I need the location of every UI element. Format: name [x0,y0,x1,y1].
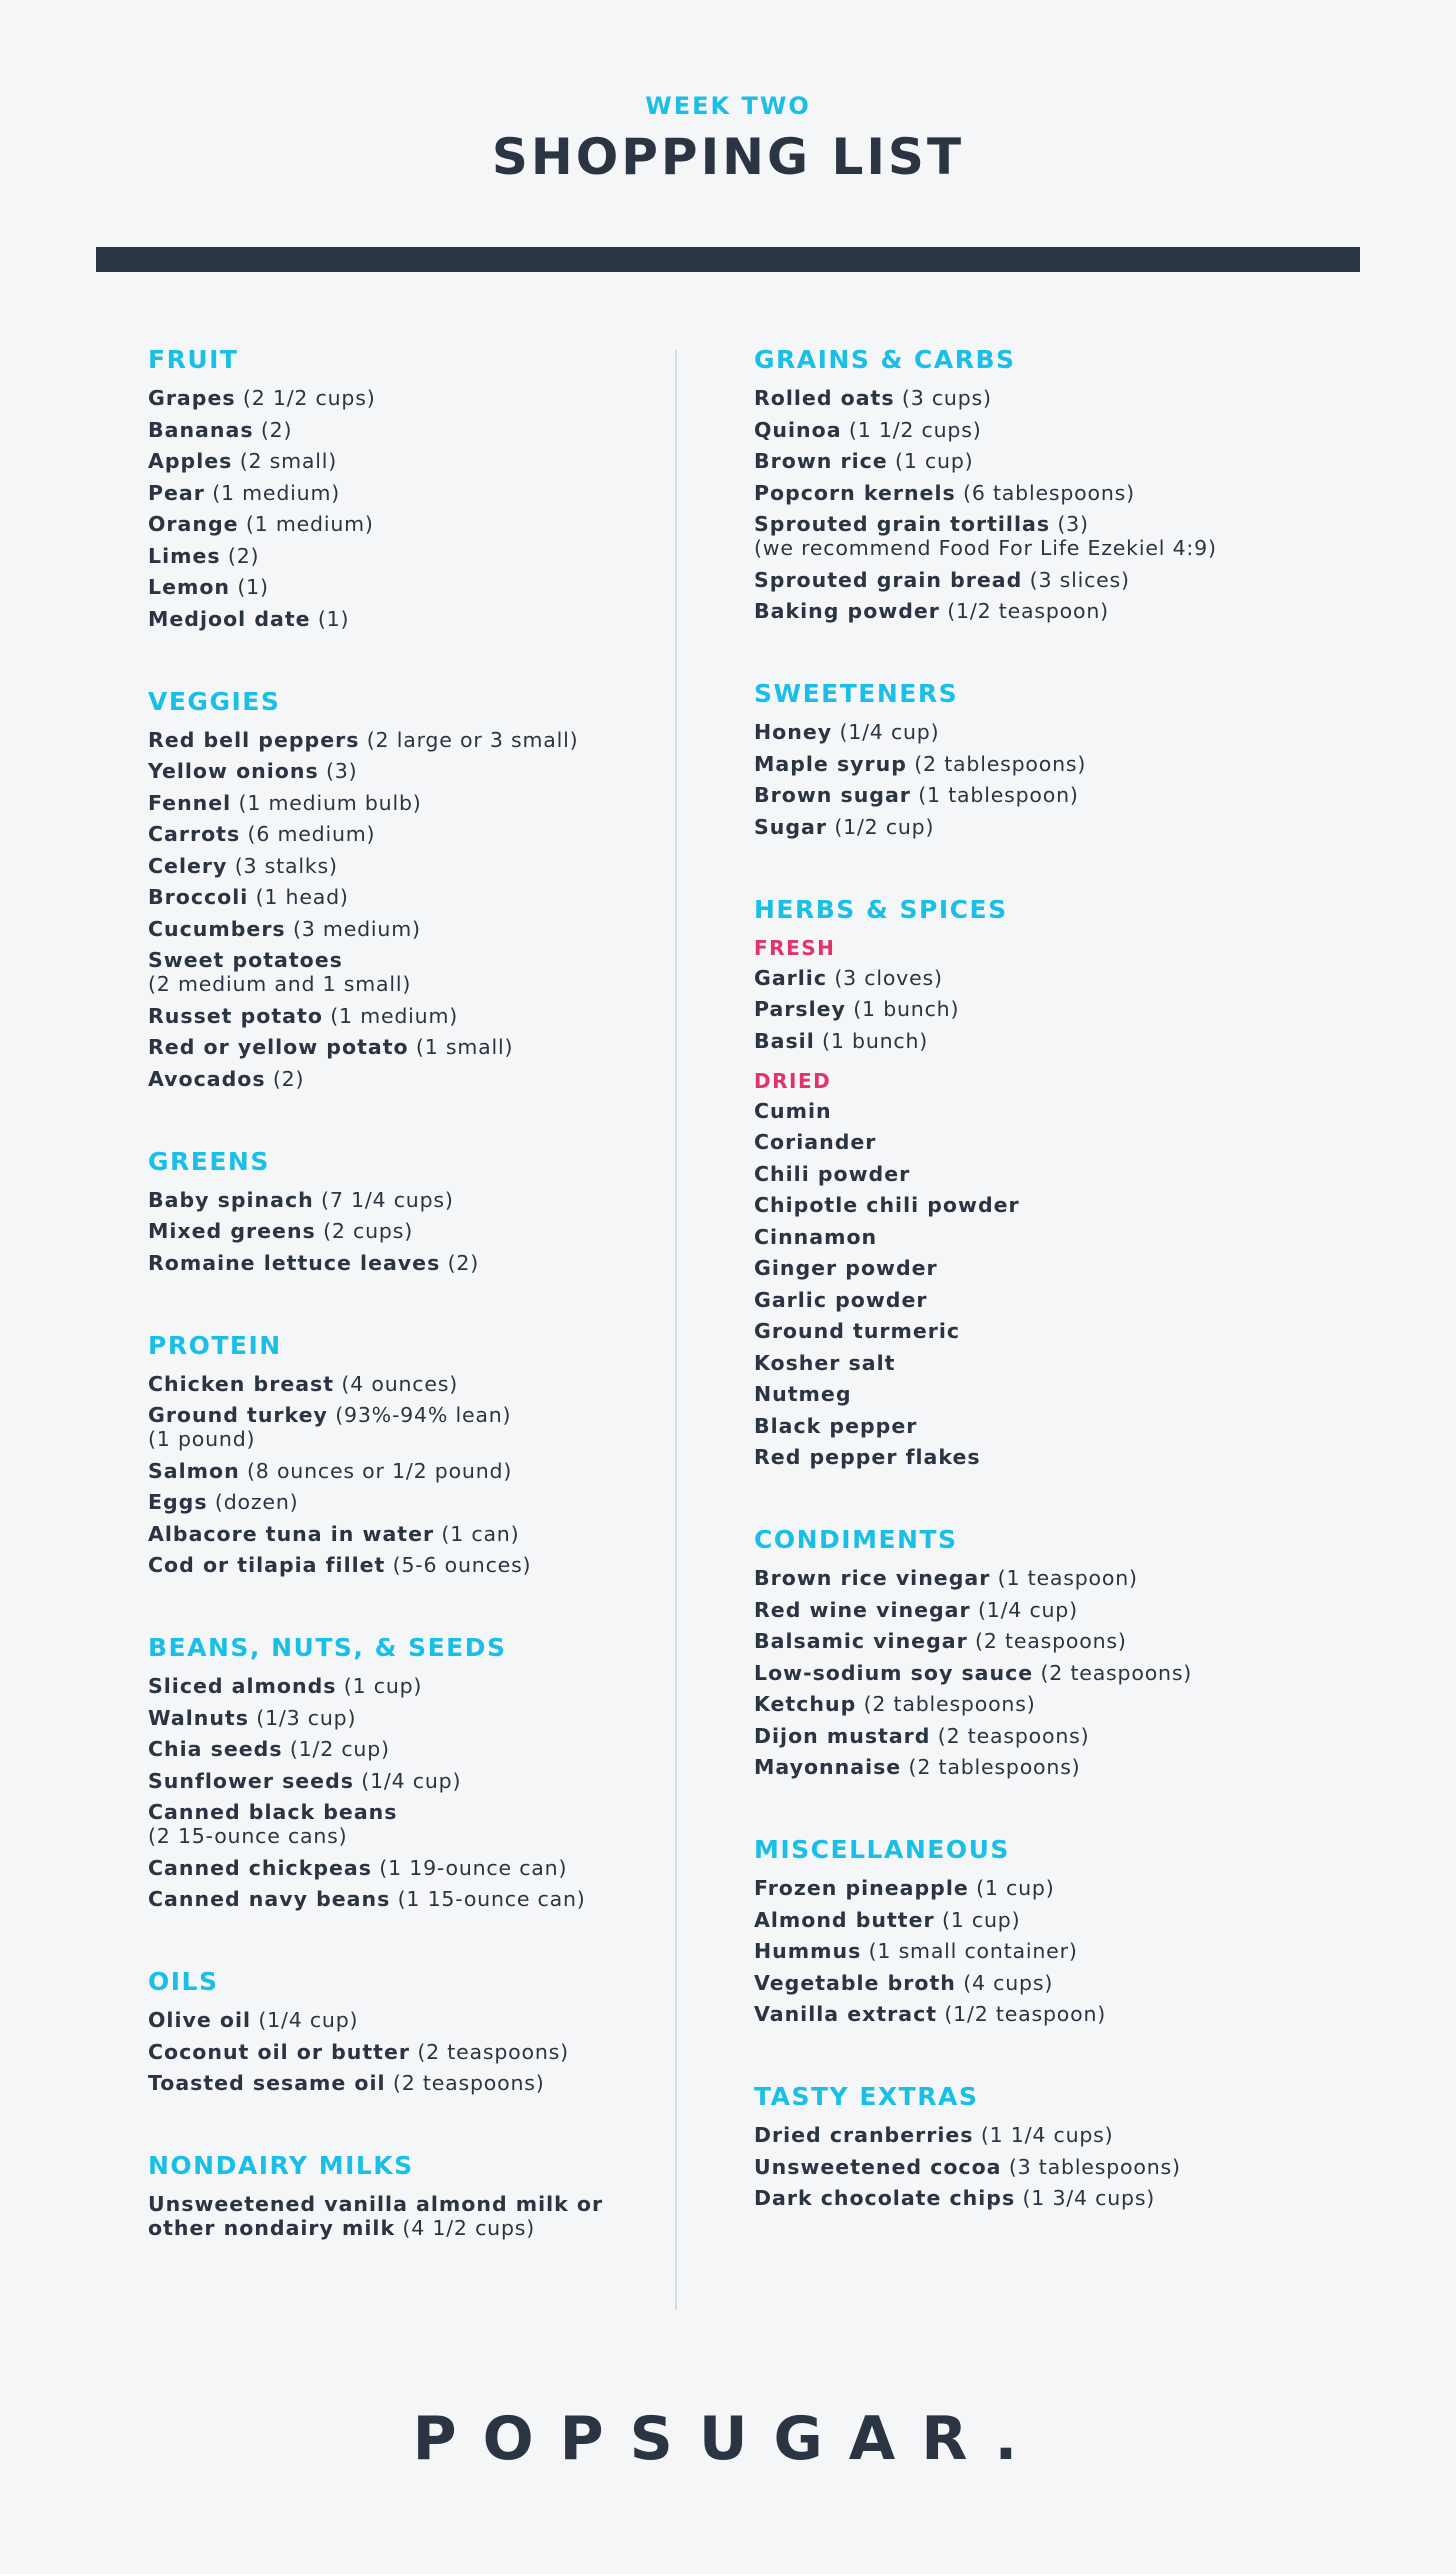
item-quantity: (5-6 ounces) [392,1553,532,1577]
item-name: Canned black beans [148,1800,398,1824]
item-quantity: (2 large or 3 small) [366,727,579,752]
list-item [148,607,658,631]
list-item [754,2002,1314,2026]
item-name: Garlic [754,965,827,990]
list-item [754,1566,1314,1590]
item-list [754,1876,1314,2026]
list-item [754,2123,1314,2147]
item-quantity: (7 1/4 cups) [321,1187,454,1212]
list-item [754,1256,1314,1280]
item-quantity: (1 small container) [868,1939,1078,1963]
list-item [754,1351,1314,1375]
item-name: Celery [148,853,228,878]
item-name: Grapes [148,386,236,410]
subsection-fresh: FRESH [754,935,836,960]
list-item [148,948,658,996]
item-quantity: (2 teaspoons) [392,2071,545,2095]
header-divider [96,247,1360,272]
item-note: (we recommend Food For Life Ezekiel 4:9) [754,536,1217,560]
item-name: Dark chocolate chips [754,2186,1016,2210]
item-list [148,2192,658,2240]
item-list [754,1566,1314,1779]
item-name: Cucumbers [148,916,286,941]
item-name: Sugar [754,814,827,839]
item-name: Canned navy beans [148,1887,391,1911]
item-name: Romaine lettuce leaves [148,1250,441,1275]
item-name: Quinoa [754,417,842,442]
section-heading: VEGGIES [148,686,281,716]
item-quantity: (3 medium) [292,916,421,941]
item-quantity: (2 1/2 cups) [242,386,376,410]
list-item [754,1099,1314,1123]
list-item [148,1459,658,1483]
item-quantity: (1 medium) [212,480,341,505]
item-name: Cinnamon [754,1224,878,1249]
list-item [148,449,658,473]
item-name: Eggs [148,1490,208,1514]
item-list [754,386,1314,623]
item-quantity: (1 19-ounce can) [379,1855,568,1880]
list-item [148,1553,658,1577]
item-name: Lemon [148,575,231,599]
item-name: Yellow onions [148,759,319,783]
section-heading: MISCELLANEOUS [754,1835,1010,1864]
list-item [148,1800,658,1848]
item-name: Mixed greens [148,1219,316,1243]
week-label: WEEK TWO [645,92,811,120]
item-quantity: (8 ounces or 1/2 pound) [247,1458,513,1483]
item-name: Hummus [754,1939,862,1963]
item-name: Basil [754,1028,815,1053]
list-item [754,1755,1314,1779]
page-header [0,92,1456,186]
item-name: Ground turkey [148,1403,328,1427]
list-item [754,1908,1314,1932]
list-item [754,386,1314,410]
list-item [754,997,1314,1021]
section-veggies [148,687,658,1091]
item-name: Fennel [148,790,232,815]
item-name: Sprouted grain tortillas [754,512,1051,536]
section-heading: FRUIT [148,345,239,374]
list-item [148,1372,658,1396]
list-item [754,815,1314,839]
item-quantity: (1 bunch) [853,997,960,1021]
item-quantity: (6 tablespoons) [963,480,1135,505]
section-heading: OILS [148,1967,219,1996]
item-name: Unsweetened vanilla almond milk or other nondairy milk [148,2192,604,2240]
item-list [148,1674,658,1911]
section-oils [148,1967,658,2095]
list-item [148,386,658,410]
item-name: Apples [148,449,233,473]
item-quantity: (1 small) [415,1035,514,1059]
list-item [754,1876,1314,1900]
list-item [754,449,1314,473]
list-item [754,1288,1314,1312]
item-name: Ketchup [754,1692,857,1716]
item-name: Pear [148,480,205,505]
item-quantity: (1 head) [255,885,349,909]
item-name: Maple syrup [754,751,907,776]
item-quantity: (1 bunch) [822,1028,929,1053]
list-item [148,2008,658,2032]
item-list [754,966,1314,1053]
list-item [148,759,658,783]
item-quantity: (1 teaspoon) [997,1566,1138,1590]
list-item [148,512,658,536]
item-name: Baby spinach [148,1187,314,1212]
item-name: Vegetable broth [754,1970,956,1995]
item-name: Black pepper [754,1413,918,1438]
section-heading: CONDIMENTS [754,1525,958,1554]
list-item [754,1382,1314,1406]
list-item [754,512,1314,560]
item-name: Red wine vinegar [754,1597,971,1622]
item-name: Brown rice vinegar [754,1566,991,1590]
list-item [148,822,658,846]
list-item [148,1674,658,1698]
item-quantity: (3 cups) [901,386,992,410]
section-miscellaneous [754,1835,1314,2026]
list-item [148,1004,658,1028]
list-item [754,1939,1314,1963]
item-name: Walnuts [148,1705,249,1730]
popsugar-logo: POPSUGAR. [412,2404,1044,2474]
item-name: Frozen pineapple [754,1876,969,1900]
item-name: Sprouted grain bread [754,567,1023,592]
section-heading: PROTEIN [148,1330,282,1360]
list-item [148,1522,658,1546]
list-item [754,418,1314,442]
list-item [754,783,1314,807]
item-name: Parsley [754,997,846,1021]
section-beans-nuts-seeds [148,1633,658,1911]
item-quantity: (2 cups) [323,1219,414,1243]
item-quantity: (2 tablespoons) [914,751,1087,776]
item-quantity: (dozen) [214,1490,299,1514]
item-name: Nutmeg [754,1382,852,1406]
section-tasty-extras [754,2082,1314,2210]
item-quantity: (1 medium) [245,512,374,536]
list-item [148,1887,658,1911]
item-quantity: (3 slices) [1029,567,1130,592]
item-name: Ground turmeric [754,1319,961,1343]
item-quantity: (1/2 teaspoon) [947,599,1109,623]
item-name: Russet potato [148,1003,323,1028]
item-name: Mayonnaise [754,1755,902,1779]
item-quantity: (2) [227,543,260,568]
item-name: Albacore tuna in water [148,1521,435,1546]
item-name: Sweet potatoes [148,948,343,972]
item-list [754,2123,1314,2210]
item-quantity: (1/4 cup) [977,1597,1078,1622]
item-name: Sunflower seeds [148,1768,354,1793]
item-name: Brown rice [754,449,888,473]
list-item [754,1724,1314,1748]
item-name: Dijon mustard [754,1723,931,1748]
item-quantity: (2 teaspoons) [975,1629,1127,1653]
left-column [148,345,658,2296]
item-name: Unsweetened cocoa [754,2154,1002,2179]
item-name: Low-sodium soy sauce [754,1660,1034,1685]
item-quantity: (93%-94% lean) [335,1403,512,1427]
list-item [754,1661,1314,1685]
item-quantity: (1 cup) [343,1674,423,1698]
section-greens [148,1147,658,1275]
list-item [754,2155,1314,2179]
list-item [148,2071,658,2095]
list-item [148,885,658,909]
item-quantity: (1 can) [441,1521,520,1546]
item-quantity: (1/4 cup) [258,2008,359,2032]
item-quantity: (1 cup) [895,449,974,473]
list-item [148,1737,658,1761]
item-list [754,1099,1314,1470]
item-quantity: (2) [260,417,293,442]
item-name: Broccoli [148,885,249,909]
item-quantity: (6 medium) [247,822,376,846]
list-item [754,1029,1314,1053]
item-quantity: (2 small) [239,449,338,473]
item-name: Carrots [148,822,241,846]
item-list [148,1188,658,1275]
item-quantity: (1/2 cup) [289,1737,390,1761]
item-list [148,728,658,1091]
section-heading: BEANS, NUTS, & SEEDS [148,1633,507,1662]
item-name: Canned chickpeas [148,1855,372,1880]
item-name: Honey [754,720,833,744]
page-title: SHOPPING LIST [491,128,965,186]
section-heading: GREENS [148,1146,270,1176]
item-name: Bananas [148,417,254,442]
item-list [148,386,658,631]
list-item [148,544,658,568]
item-name: Avocados [148,1066,266,1091]
item-name: Chipotle chili powder [754,1193,1020,1217]
item-name: Baking powder [754,599,940,623]
list-item [148,1490,658,1514]
list-item [148,791,658,815]
list-item [148,1067,658,1091]
item-name: Cumin [754,1098,832,1123]
item-quantity: (2 teaspoons) [937,1723,1090,1748]
list-item [754,1414,1314,1438]
list-item [148,2192,658,2240]
section-sweeteners [754,679,1314,839]
item-list [148,1372,658,1578]
section-heading: SWEETENERS [754,679,959,708]
item-name: Salmon [148,1458,240,1483]
subsection-dried: DRIED [754,1068,832,1093]
item-quantity: (3 stalks) [234,853,338,878]
section-heading: NONDAIRY MILKS [148,2151,414,2180]
item-quantity: (2) [272,1066,305,1091]
item-quantity: (1 cup) [976,1876,1055,1900]
item-note: (2 medium and 1 small) [148,972,412,996]
list-item [148,575,658,599]
item-name: Olive oil [148,2008,252,2032]
section-fruit [148,345,658,631]
list-item [148,1403,658,1451]
item-name: Toasted sesame oil [148,2071,386,2095]
section-grains-carbs [754,345,1314,623]
item-quantity: (3 tablespoons) [1008,2154,1181,2179]
list-item [148,1251,658,1275]
item-quantity: (1) [317,606,350,631]
item-quantity: (1 cup) [941,1907,1021,1932]
item-name: Almond butter [754,1907,935,1932]
item-quantity: (4 ounces) [341,1371,459,1396]
item-name: Rolled oats [754,386,895,410]
item-quantity: (1/2 teaspoon) [944,2002,1107,2026]
item-name: Red bell peppers [148,727,360,752]
list-item [754,1445,1314,1469]
item-quantity: (4 1/2 cups) [402,2216,536,2240]
item-name: Dried cranberries [754,2123,974,2147]
item-quantity: (1 1/4 cups) [980,2123,1114,2147]
list-item [754,966,1314,990]
list-item [148,1219,658,1243]
item-quantity: (1 medium) [330,1003,459,1028]
item-quantity: (1 1/2 cups) [848,417,982,442]
item-name: Coriander [754,1130,877,1154]
item-name: Orange [148,512,239,536]
item-quantity: (2) [447,1250,480,1275]
section-herbs-spices [754,895,1314,1470]
item-quantity: (1/4 cup) [839,720,940,744]
item-quantity: (2 teaspoons) [1040,1660,1193,1685]
list-item [148,1035,658,1059]
list-item [754,599,1314,623]
item-quantity: (4 cups) [963,1970,1054,1995]
item-quantity: (1/2 cup) [834,814,935,839]
item-name: Vanilla extract [754,2002,938,2026]
item-quantity: (1/3 cup) [256,1705,357,1730]
list-item [754,1319,1314,1343]
list-item [754,568,1314,592]
list-item [148,1769,658,1793]
right-column [754,345,1314,2266]
list-item [148,854,658,878]
item-note: (1 pound) [148,1427,256,1451]
item-quantity: (3) [1057,512,1089,536]
item-name: Kosher salt [754,1350,896,1375]
section-heading: TASTY EXTRAS [754,2082,979,2111]
item-name: Chicken breast [148,1371,335,1396]
list-item [754,1692,1314,1716]
list-item [754,481,1314,505]
column-divider [675,350,677,2310]
item-quantity: (1) [237,575,269,599]
list-item [148,1188,658,1212]
list-item [148,481,658,505]
section-heading: GRAINS & CARBS [754,345,1016,374]
section-heading: HERBS & SPICES [754,894,1008,924]
item-name: Ginger powder [754,1256,938,1280]
list-item [148,917,658,941]
list-item [754,720,1314,744]
list-item [754,1130,1314,1154]
item-name: Red pepper flakes [754,1445,981,1469]
section-protein [148,1331,658,1578]
item-name: Medjool date [148,606,311,631]
list-item [148,418,658,442]
item-quantity: (1 15-ounce can) [397,1887,586,1911]
item-name: Coconut oil or butter [148,2039,410,2064]
item-name: Chili powder [754,1161,911,1186]
item-name: Sliced almonds [148,1674,337,1698]
item-name: Popcorn kernels [754,480,956,505]
item-quantity: (1 tablespoon) [918,783,1079,807]
list-item [148,1856,658,1880]
item-quantity: (3 cloves) [834,965,943,990]
list-item [754,1598,1314,1622]
list-item [148,728,658,752]
list-item [754,752,1314,776]
section-condiments [754,1525,1314,1779]
item-name: Chia seeds [148,1737,283,1761]
item-name: Garlic powder [754,1287,928,1312]
list-item [754,1193,1314,1217]
item-quantity: (2 tablespoons) [863,1692,1036,1716]
list-item [754,1162,1314,1186]
item-quantity: (1 3/4 cups) [1022,2186,1156,2210]
item-quantity: (1/4 cup) [361,1768,462,1793]
list-item [754,2186,1314,2210]
item-name: Limes [148,543,221,568]
item-name: Cod or tilapia fillet [148,1553,386,1577]
item-quantity: (2 tablespoons) [908,1755,1081,1779]
list-item [754,1629,1314,1653]
item-list [148,2008,658,2095]
item-note: (2 15-ounce cans) [148,1824,348,1848]
item-quantity: (1 medium bulb) [238,790,422,815]
item-name: Red or yellow potato [148,1035,409,1059]
list-item [754,1225,1314,1249]
item-quantity: (2 teaspoons) [417,2039,569,2064]
item-name: Balsamic vinegar [754,1629,968,1653]
list-item [148,2040,658,2064]
item-list [754,720,1314,839]
item-quantity: (3) [326,759,358,783]
list-item [754,1971,1314,1995]
item-name: Brown sugar [754,783,911,807]
section-nondairy-milks [148,2151,658,2240]
list-item [148,1706,658,1730]
